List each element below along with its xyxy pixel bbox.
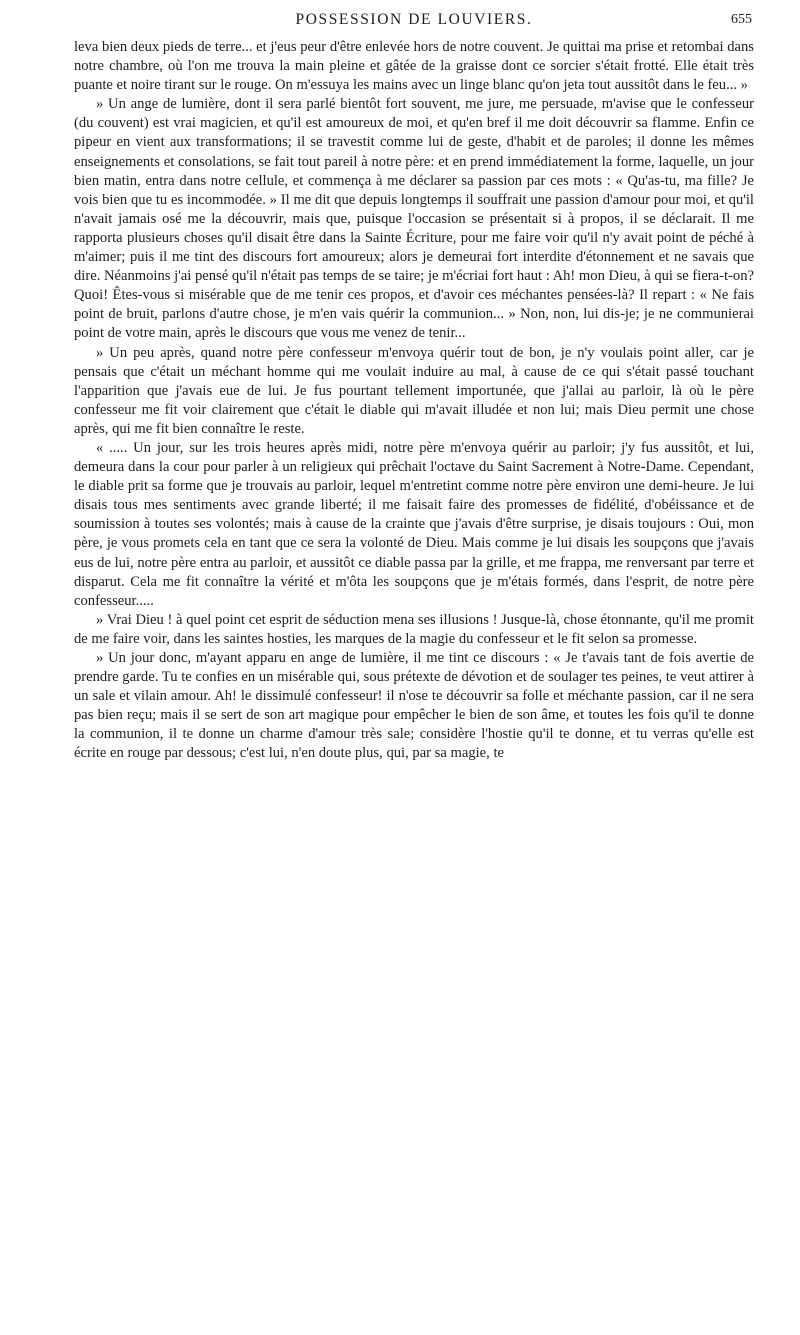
paragraph-vrai-dieu: » Vrai Dieu ! à quel point cet esprit de séduction mena ses illusions ! Jusque-là, chose étonnante, qu'il me promit de me faire voir, dans les saintes hosties, les marques de la magie du confesseur et le fit selon sa promesse. — [74, 611, 754, 647]
body-text — [74, 38, 754, 764]
page-number: 655 — [731, 12, 752, 27]
paragraph-ange-de-lumiere: » Un ange de lumière, dont il sera parlé bientôt fort souvent, me jure, me persuade, m'avise que le confesseur (du couvent) est vrai magicien, et qu'il est amoureux de moi, et qu'en bref il me doit découvrir sa flamme. Enfin ce pipeur en vient aux transformations; il se travestit comme lui de geste, d'habit et de paroles; il donne les mêmes enseignements et consolations, se fait tout pareil à notre père: et en prend immédiatement la forme, laquelle, un jour bien matin, entra dans notre cellule, et commença à me déclarer sa passion par ces mots : « Qu'as-tu, ma fille? Je vois bien que tu es incommodée. » Il me dit que depuis longtemps il souffrait une passion d'amour pour moi, et qu'il n'avait jamais osé me la découvrir, mais que, puisque l'occasion se présentait si à propos, il se déclarait. Il me rapporta plusieurs choses qu'il disait être dans la Sainte Écriture, pour me faire voir qu'il n'y avait point de péché à m'aimer; puis il me tint des discours fort amoureux; alors je demeurai fort interdite d'étonnement et ne savais que dire. Néanmoins j'ai pensé qu'il n'était pas temps de se taire; je m'écriai fort haut : Ah! mon Dieu, à qui se fiera-t-on? Quoi! Êtes-vous si misérable que de me tenir ces propos, et d'avoir ces méchantes pensées-là? Il repart : « Ne fais point de bruit, parlons d'autre chose, je m'en vais quérir la communion... » Non, non, lui dis-je; je ne communierai point de votre main, après le discours que vous me venez de tenir... — [74, 96, 754, 342]
paragraph-peu-apres: » Un peu après, quand notre père confesseur m'envoya quérir tout de bon, je n'y voulais point aller, car je pensais que c'était un méchant homme qui me voulait induire au mal, à cause de ce qui s'était passé touchant l'apparition que j'avais eue de lui. Je fus pourtant tellement importunée, que j'allai au parloir, là où le père confesseur me fit voir clairement que c'était le diable qui m'avait illudée et non lui; mais Dieu permit une chose après, qui me fit bien connaître le reste. — [74, 344, 754, 437]
paragraph-un-jour-parloir: « ..... Un jour, sur les trois heures après midi, notre père m'envoya quérir au parloir; j'y fus aussitôt, et lui, demeura dans la cour pour parler à un religieux qui prêchait l'octave du Saint Sacrement à Notre-Dame. Cependant, le diable prit sa forme que je trouvais au parloir, lequel m'entretint comme notre père environ une demi-heure. Je lui disais tous mes sentiments avec grande liberté; il me faisait faire des promesses de fidélité, d'obéissance et de soumission à toutes ses volontés; mais à cause de la crainte que j'avais d'être surprise, je disais toujours : Oui, mon père, je vous promets cela en tant que ce sera la volonté de Dieu. Mais comme je lui disais les soupçons que j'avais eus de lui, notre père entra au parloir, et aussitôt ce diable passa par la grille, et me frappa, me renversant par terre et disparut. Cela me fit connaître la vérité et m'ôta les soupçons que je m'étais formés, dans l'esprit, de notre père confesseur..... — [74, 439, 754, 609]
running-title: POSSESSION DE LOUVIERS. — [295, 11, 533, 28]
running-head — [74, 8, 754, 32]
paragraph-discours-ange: » Un jour donc, m'ayant apparu en ange de lumière, il me tint ce discours : « Je t'avais tant de fois avertie de prendre garde. Tu te confies en un misérable qui, sous prétexte de dévotion et de soulager tes peines, te veut attirer à un sale et vilain amour. Ah! le dissimulé confesseur! il n'ose te découvrir sa folle et méchante passion, car il ne sera pas bien reçu; mais il se sert de son art magique pour empêcher le bien de son âme, et toutes les fois qu'il te donne la communion, il te donne un charme d'amour très sale; considère l'hostie qu'il te donne, et tu verras qu'elle est écrite en rouge par dessous; c'est lui, n'en doute plus, qui, par sa magie, te — [74, 650, 754, 762]
paragraph-continuation: leva bien deux pieds de terre... et j'eus peur d'être enlevée hors de notre couvent. Je quittai ma prise et retombai dans notre chambre, où l'on me trouva la main pleine et gâtée de la graisse dont ce sorcier s'était frotté. Elle était très puante et noire tirant sur le rouge. On m'essuya les mains avec un linge blanc qu'on jeta tout aussitôt dans le feu... » — [74, 39, 754, 94]
